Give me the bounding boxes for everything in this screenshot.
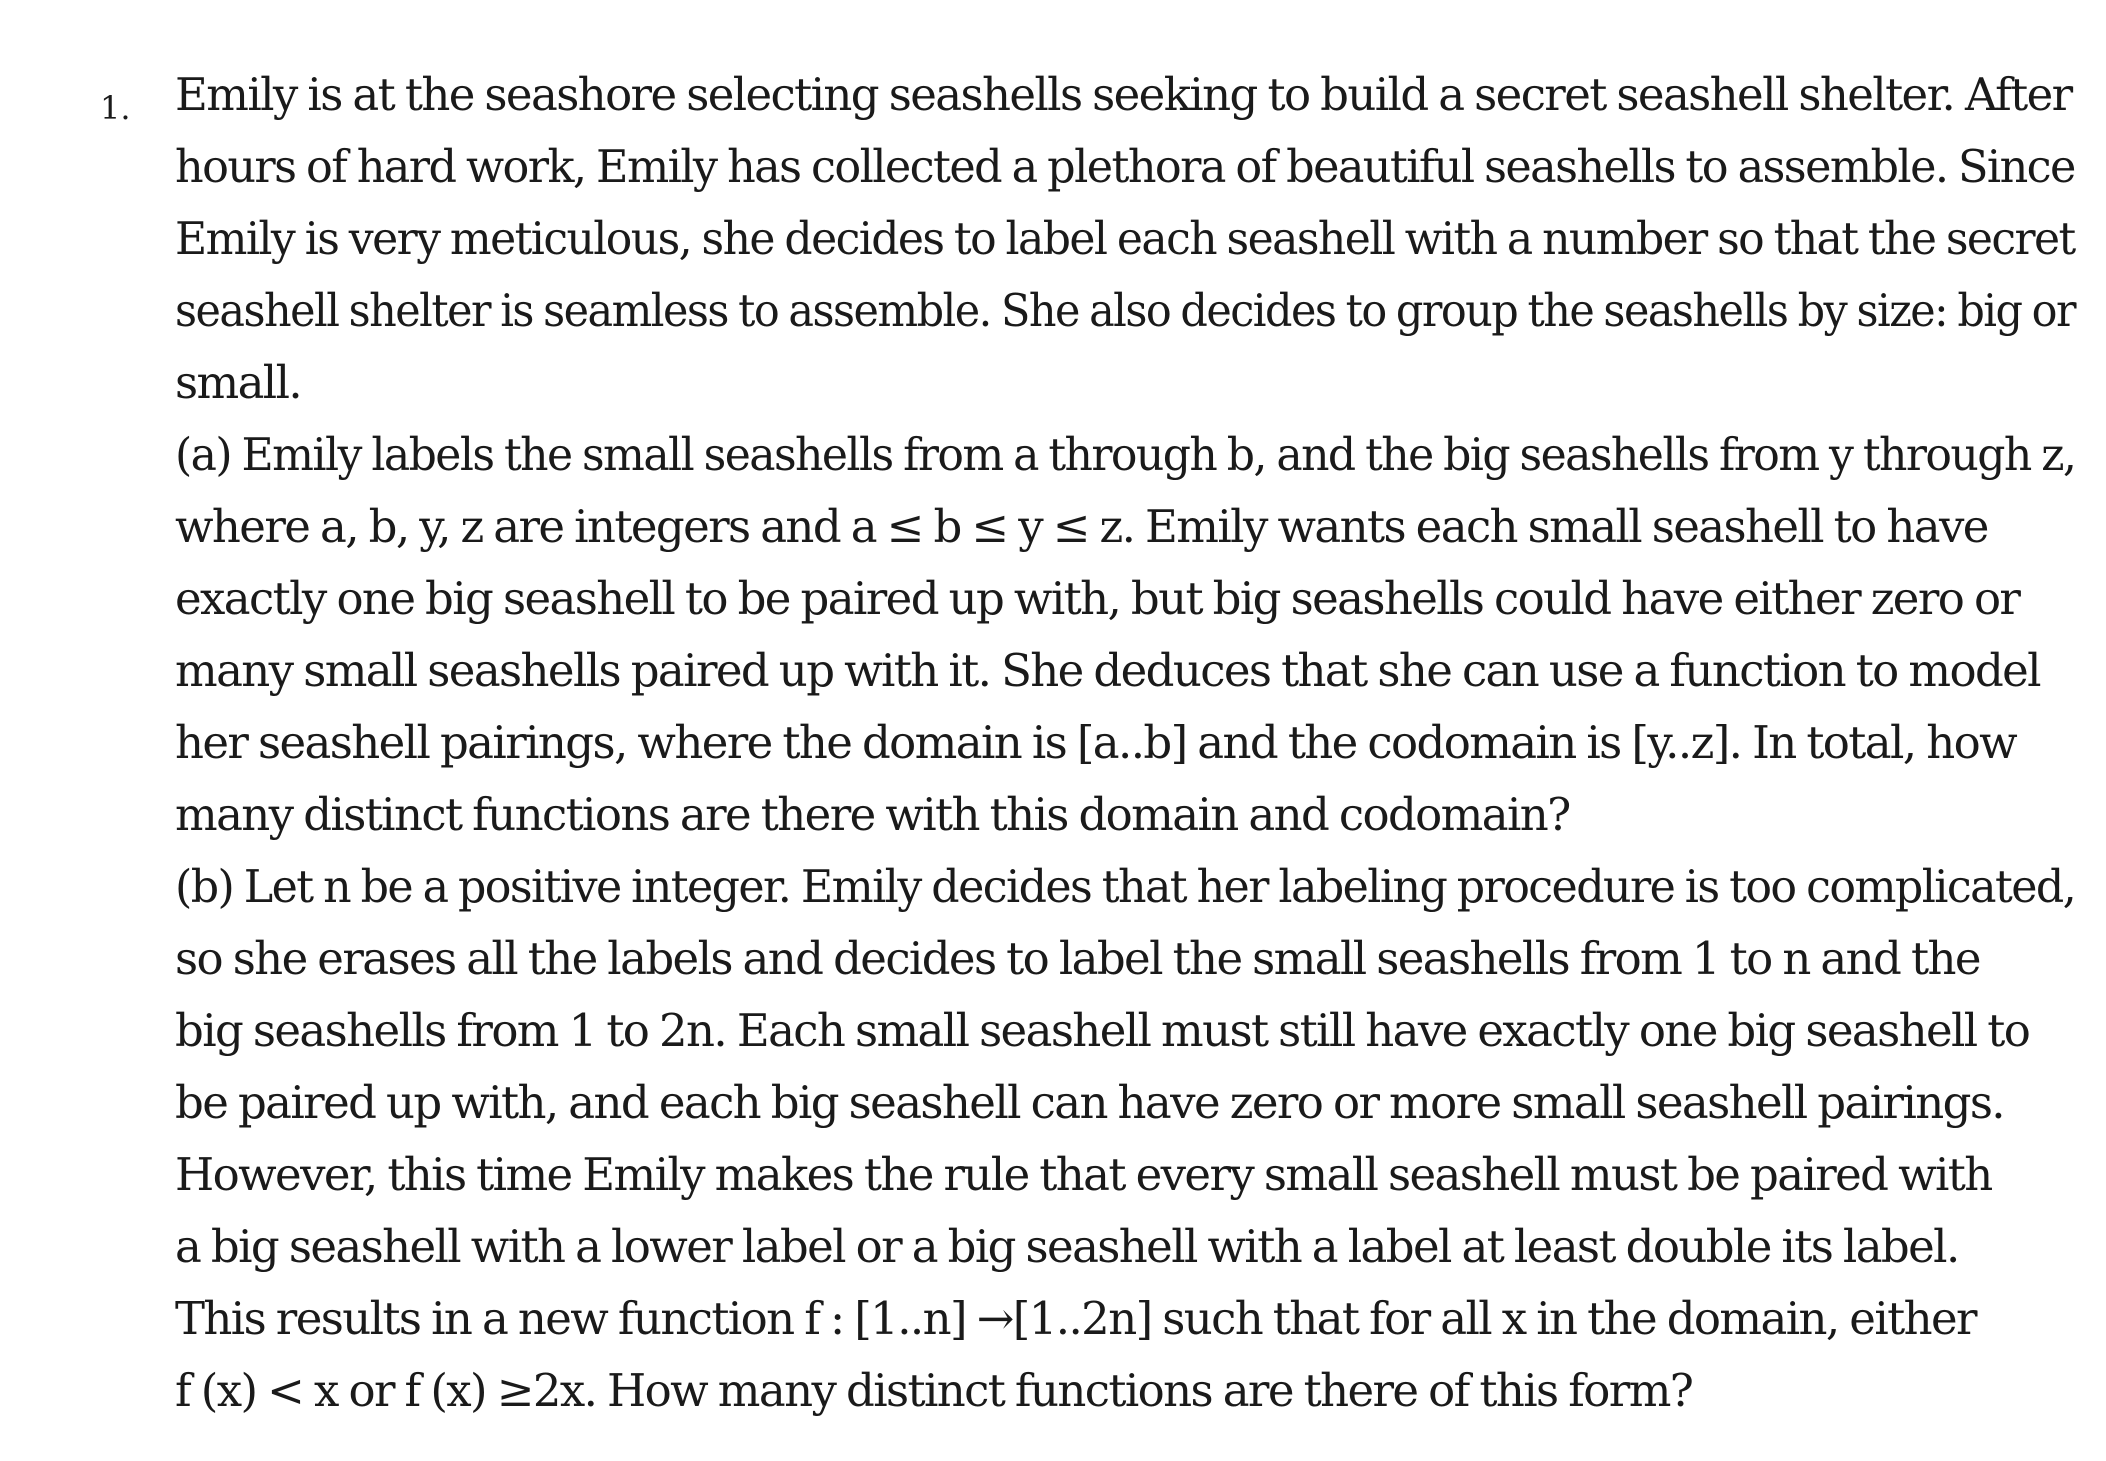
part-a-line: exactly one big seashell to be paired up with, but big seashells could have either zero or — [175, 572, 2020, 625]
part-b-line: so she erases all the labels and decides to label the small seashells from 1 to n and the — [175, 932, 1980, 985]
part-b-line: a big seashell with a lower label or a big seashell with a label at least double its label. — [175, 1220, 1959, 1273]
part-a-line: (a) Emily labels the small seashells from a through b, and the big seashells from y through z, — [175, 428, 2076, 481]
part-b-line: big seashells from 1 to 2n. Each small seashell must still have exactly one big seashell to — [175, 1004, 2030, 1057]
part-a-line: many small seashells paired up with it. She deduces that she can use a function to model — [175, 644, 2040, 697]
part-b-line: (b) Let n be a positive integer. Emily decides that her labeling procedure is too complicated, — [175, 860, 2076, 913]
text-line: small. — [175, 356, 302, 409]
part-b-line: This results in a new function f : [1..n] →[1..2n] such that for all x in the domain, either — [175, 1292, 1976, 1345]
text-line: hours of hard work, Emily has collected a plethora of beautiful seashells to assemble. Since — [175, 140, 2075, 193]
part-a-line: her seashell pairings, where the domain is [a..b] and the codomain is [y..z]. In total, how — [175, 716, 2017, 769]
part-a-line: many distinct functions are there with this domain and codomain? — [175, 788, 1570, 841]
part-a-line: where a, b, y, z are integers and a ≤ b ≤ y ≤ z. Emily wants each small seashell to have — [175, 500, 1988, 553]
problem-number: 1. — [100, 89, 131, 127]
text-line: Emily is very meticulous, she decides to label each seashell with a number so that the secret — [175, 212, 2075, 265]
part-b-line: be paired up with, and each big seashell can have zero or more small seashell pairings. — [175, 1076, 2005, 1129]
part-b-line: f (x) < x or f (x) ≥2x. How many distinct functions are there of this form? — [175, 1364, 1693, 1417]
text-line: seashell shelter is seamless to assemble. She also decides to group the seashells by size: big or — [175, 284, 2076, 337]
part-b-line: However, this time Emily makes the rule that every small seashell must be paired with — [175, 1148, 1992, 1201]
problem-text — [175, 59, 2075, 1427]
text-line: Emily is at the seashore selecting seashells seeking to build a secret seashell shelter. After — [175, 68, 2072, 121]
